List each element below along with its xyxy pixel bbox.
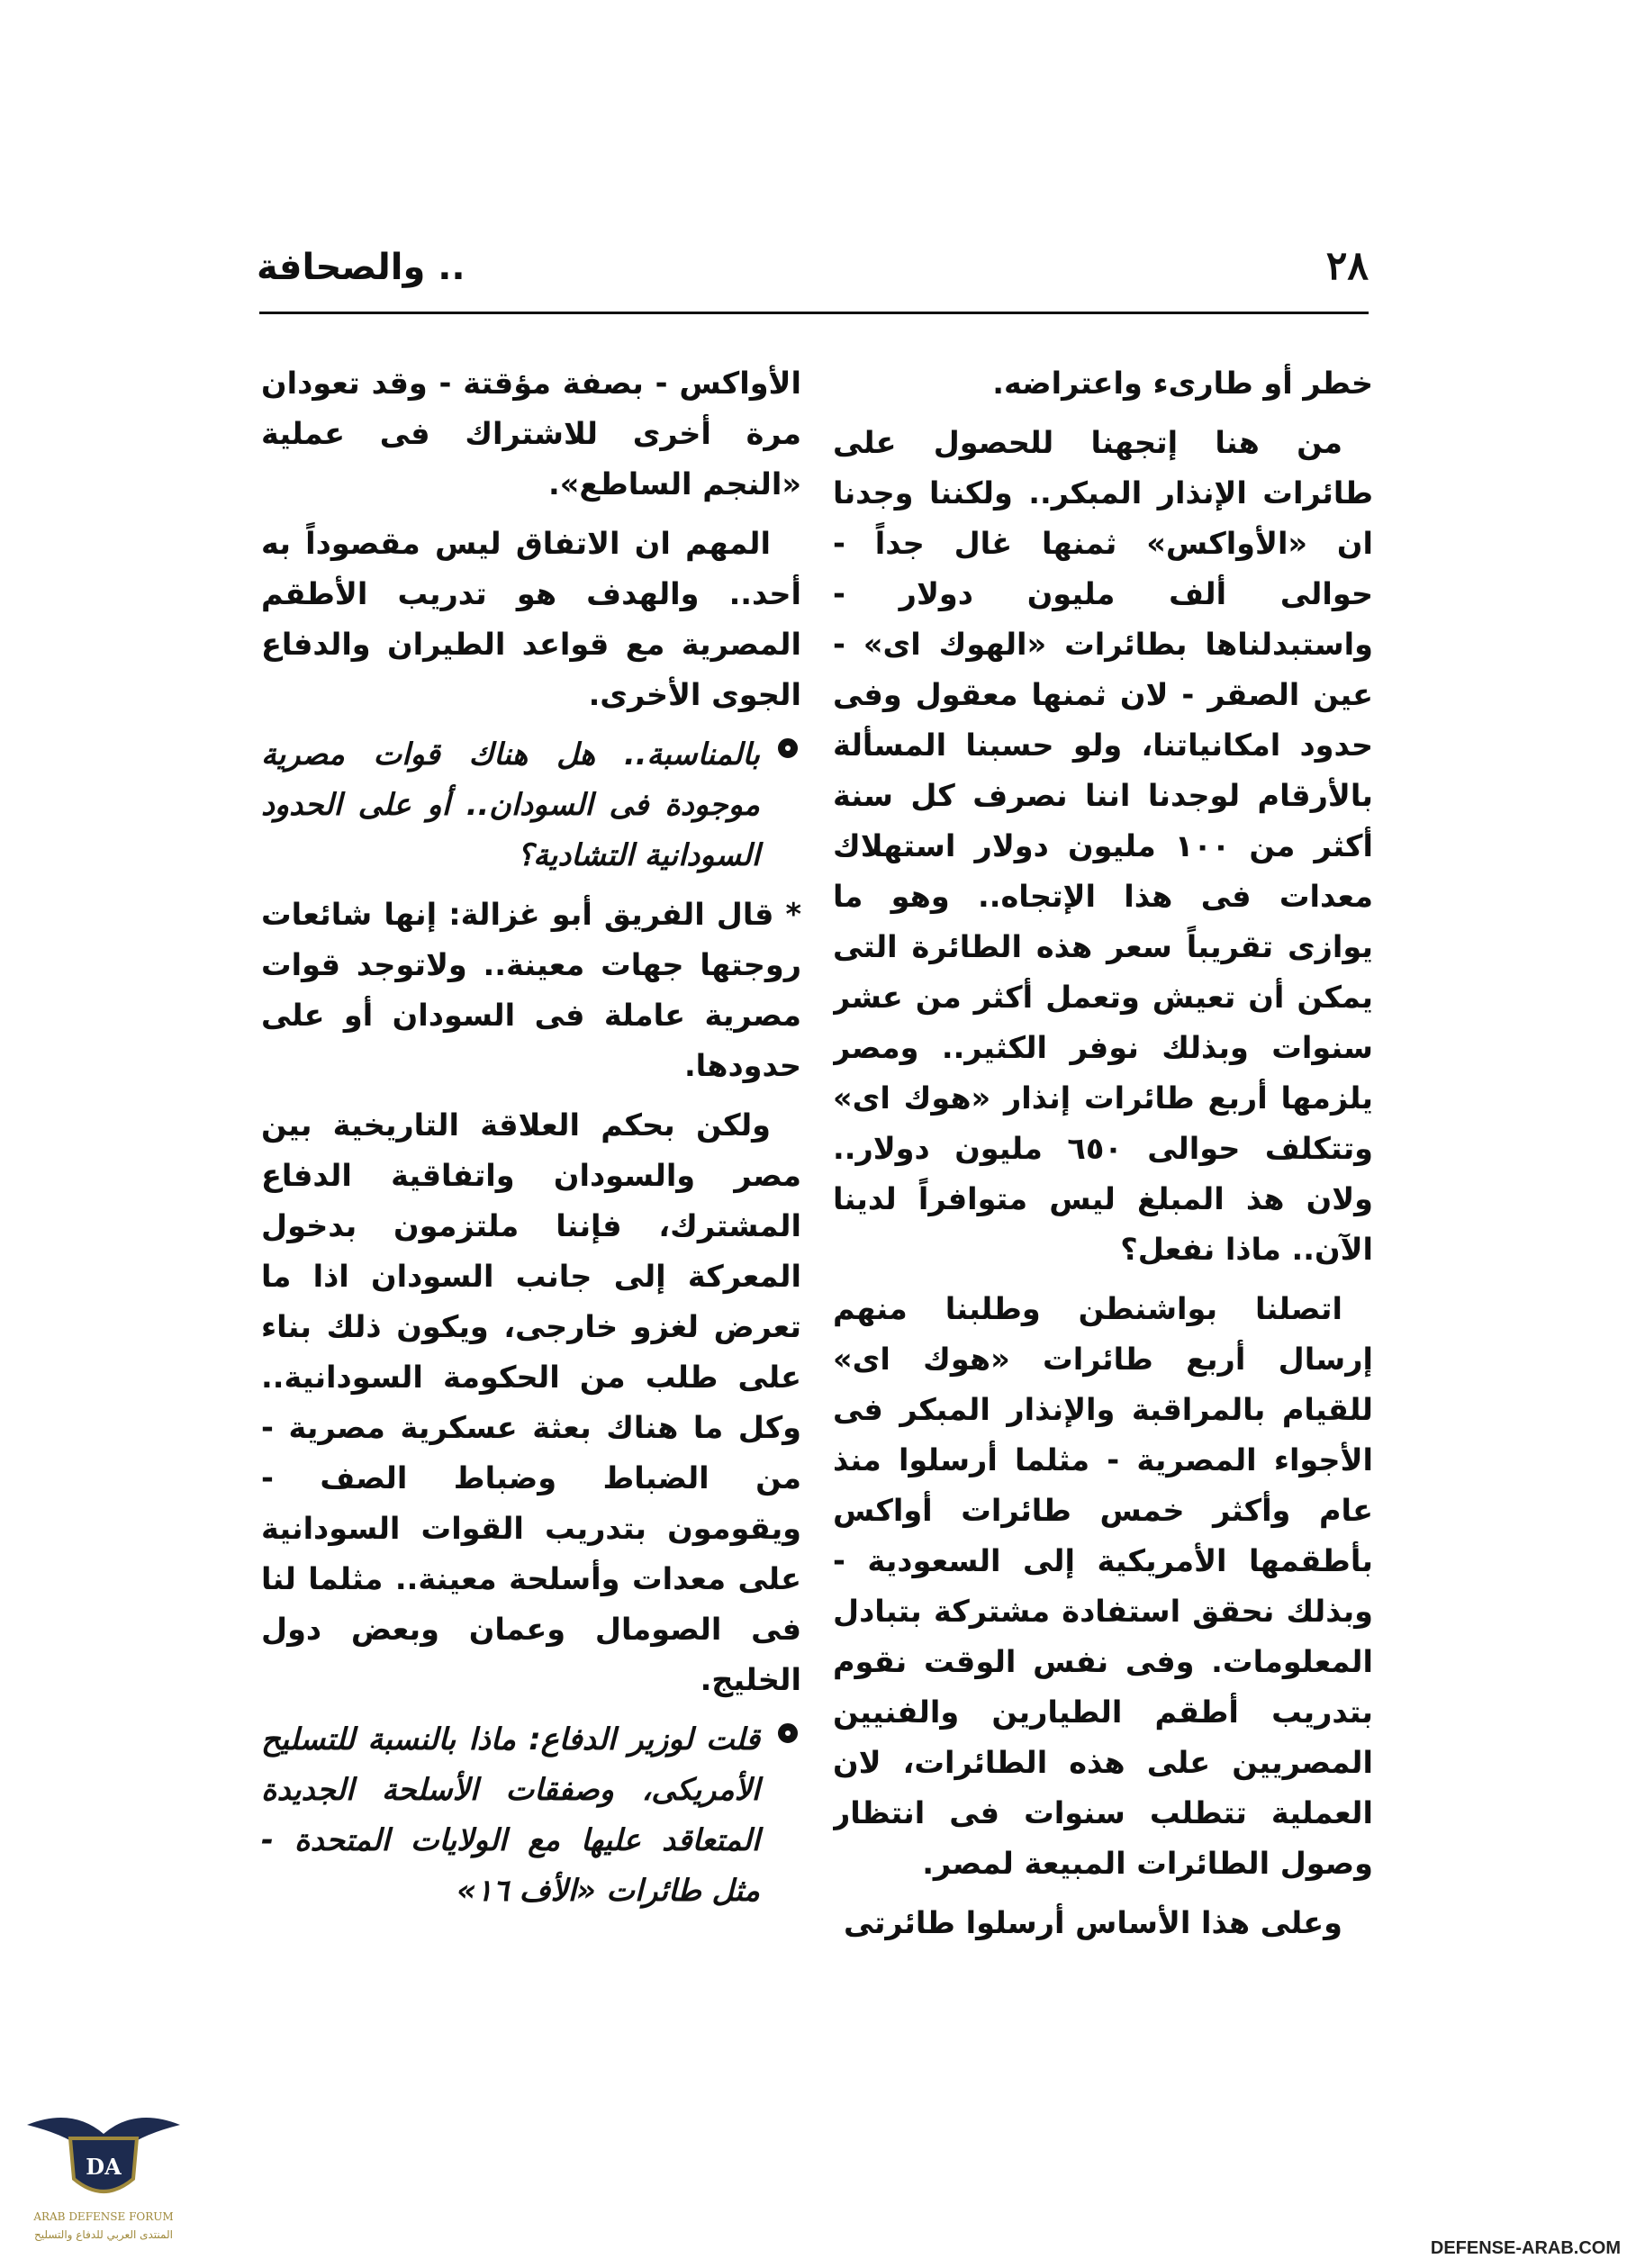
left-column [261, 358, 801, 2006]
running-title: .. والصحافة [257, 247, 466, 288]
logo-text: ARAB DEFENSE FORUM [33, 2210, 174, 2223]
shield-icon [18, 2098, 189, 2210]
paragraph: خطر أو طارىء واعتراضه. [992, 366, 1373, 401]
header-rule [259, 312, 1369, 314]
paragraph: الأواكس - بصفة مؤقتة - وقد تعودان مرة أخرى للاشتراك فى عملية «النجم الساطع». [261, 366, 801, 501]
right-column [833, 358, 1373, 2006]
forum-logo [18, 2098, 189, 2260]
page-number: ٢٨ [1325, 243, 1369, 289]
question-paragraph [261, 1714, 801, 1916]
paragraph: وعلى هذا الأساس أرسلوا طائرتى [843, 1905, 1342, 1940]
question-paragraph [261, 729, 801, 881]
paragraph: المهم ان الاتفاق ليس مقصوداً به أحد.. والهدف هو تدريب الأطقم المصرية مع قواعد الطيران والدفاع الجوى الأخرى. [261, 526, 801, 712]
answer-paragraph: * قال الفريق أبو غزالة: إنها شائعات روجتها جهات معينة.. ولاتوجد قوات مصرية عاملة فى السودان أو على حدودها. [261, 897, 801, 1083]
paragraph: من هنا إتجهنا للحصول على طائرات الإنذار المبكر.. ولكننا وجدنا ان «الأواكس» ثمنها غال جداً - حوالى ألف مليون دولار - واستبدلناها بطائرات «الهوك اى» - عين الصقر - لان ثمنها معقول وفى حدود امكانياتنا، ولو حسبنا المسألة بالأرقام لوجدنا اننا نصرف كل سنة أكثر من ١٠٠ مليون دولار استهلاك معدات فى هذا الإتجاه.. وهو ما يوازى تقريباً سعر هذه الطائرة التى يمكن أن تعيش وتعمل أكثر من عشر سنوات وبذلك نوفر الكثير.. ومصر يلزمها أربع طائرات إنذار «هوك اى» وتتكلف حوالى ٦٥٠ مليون دولار.. ولان هذ المبلغ ليس متوافراً لدينا الآن.. ماذا نفعل؟ [833, 425, 1373, 1267]
bullet-icon [778, 738, 798, 758]
logo-text-arabic: المنتدى العربي للدفاع والتسليح [34, 2228, 173, 2241]
bullet-icon [778, 1723, 798, 1743]
paragraph: ولكن بحكم العلاقة التاريخية بين مصر والسودان واتفاقية الدفاع المشترك، فإننا ملتزمون بدخول المعركة إلى جانب السودان اذا ما تعرض لغزو خارجى، ويكون ذلك بناء على طلب من الحكومة السودانية.. وكل ما هناك بعثة عسكرية مصرية - من الضباط وضباط الصف - ويقومون بتدريب القوات السودانية على معدات وأسلحة معينة.. مثلما لنا فى الصومال وعمان وبعض دول الخليج. [261, 1107, 801, 1697]
question-text: قلت لوزير الدفاع: ماذا بالنسبة للتسليح الأمريكى، وصفقات الأسلحة الجديدة المتعاقد عليها مع الولايات المتحدة - مثل طائرات «الأف ١٦» [261, 1721, 760, 1908]
site-watermark: DEFENSE-ARAB.COM [1430, 2238, 1621, 2258]
question-text: بالمناسبة.. هل هناك قوات مصرية موجودة فى السودان.. أو على الحدود السودانية التشادية؟ [261, 736, 760, 872]
paragraph: اتصلنا بواشنطن وطلبنا منهم إرسال أربع طائرات «هوك اى» للقيام بالمراقبة والإنذار المبكر فى الأجواء المصرية - مثلما أرسلوا منذ عام وأكثر خمس طائرات أواكس بأطقمها الأمريكية إلى السعودية - وبذلك نحقق استفادة مشتركة بتبادل المعلومات. وفى نفس الوقت نقوم بتدريب أطقم الطيارين والفنيين المصريين على هذه الطائرات، لان العملية تتطلب سنوات فى انتظار وصول الطائرات المبيعة لمصر. [833, 1291, 1373, 1881]
logo-abbrev: DA [86, 2154, 122, 2180]
